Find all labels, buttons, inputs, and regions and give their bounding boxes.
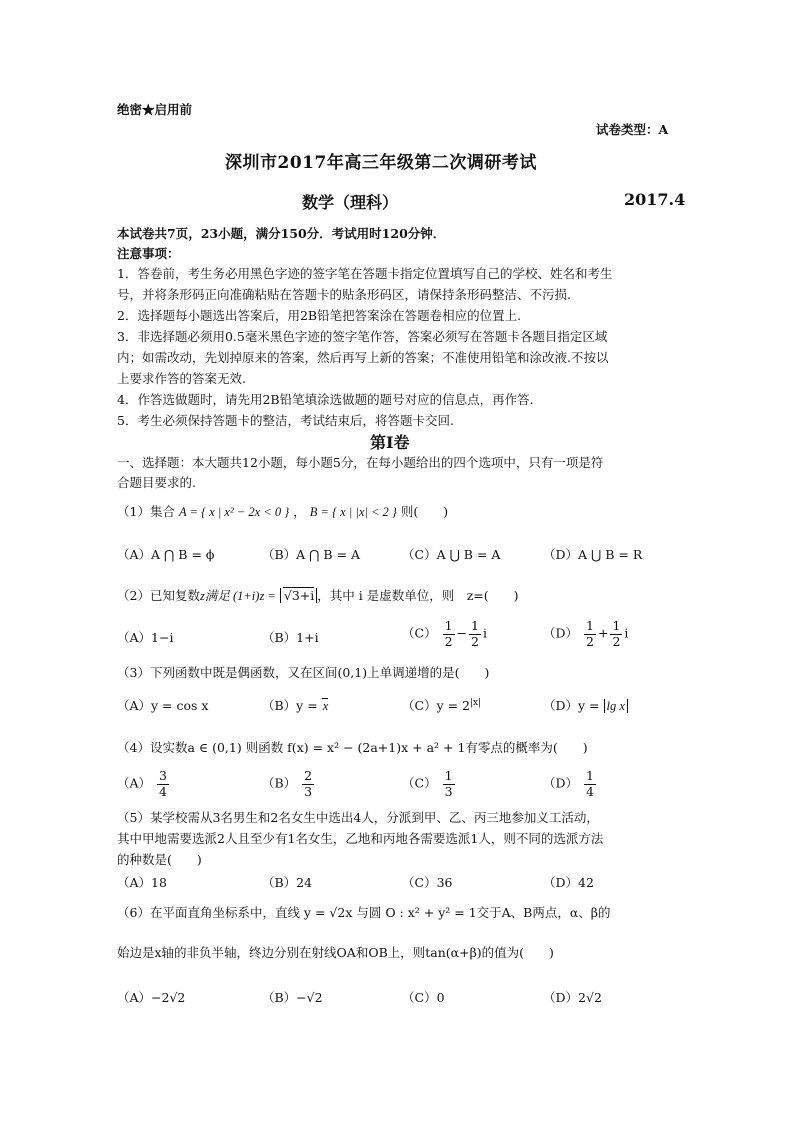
paper-type-label: 试卷类型：A bbox=[596, 122, 669, 137]
note-line: 内；如需改动，先划掉原来的答案，然后再写上新的答案；不准使用铅笔和涂改液.不按以 bbox=[117, 350, 609, 365]
option-c bbox=[402, 770, 457, 798]
exam-title: 深圳市2017年高三年级第二次调研考试 bbox=[225, 153, 537, 173]
question-1 bbox=[117, 502, 448, 520]
denominator: 3 bbox=[444, 783, 453, 799]
denominator: 2 bbox=[586, 633, 594, 649]
math-set-a: A = { x | x² − 2x < 0 } bbox=[178, 505, 290, 519]
denominator: 3 bbox=[304, 783, 313, 799]
option-b: （B）24 bbox=[262, 875, 313, 890]
fraction bbox=[157, 770, 169, 798]
numerator: 1 bbox=[586, 618, 594, 633]
option-a: （A）18 bbox=[117, 875, 167, 890]
section-intro-line: 一、选择题：本大题共12小题，每小题5分，在每小题给出的四个选项中，只有一项是符 bbox=[117, 455, 604, 470]
option-d: （D）42 bbox=[543, 875, 594, 890]
option-b: （B）−√2 bbox=[262, 990, 323, 1005]
option-d: （D）2√2 bbox=[543, 990, 602, 1005]
fraction bbox=[443, 620, 455, 648]
option-d: （D）A ⋃ B = R bbox=[543, 547, 643, 562]
sqrt-expr: x bbox=[322, 699, 329, 713]
math-expr: z满足 (1+i)z = bbox=[199, 589, 276, 603]
question-6-line: 始边是x轴的非负半轴，终边分别在射线OA和OB上，则tan(α+β)的值为( ) bbox=[117, 945, 554, 960]
option-c bbox=[402, 620, 487, 648]
option-c: （C）0 bbox=[402, 990, 445, 1005]
question-3: （3）下列函数中既是偶函数，又在区间(0,1)上单调递增的是( ) bbox=[117, 665, 490, 680]
numerator: 1 bbox=[444, 768, 453, 783]
question-text: （2）已知复数 bbox=[117, 588, 200, 603]
fraction bbox=[584, 770, 596, 798]
option-label: （B）y = bbox=[262, 698, 318, 713]
denominator: 4 bbox=[586, 783, 594, 799]
denominator: 2 bbox=[612, 633, 621, 649]
note-line: 1．答卷前，考生务必用黑色字迹的签字笔在答题卡指定位置填写自己的学校、姓名和考生 bbox=[117, 266, 613, 281]
separator: ， bbox=[293, 504, 306, 519]
option-label: （D） bbox=[543, 775, 579, 791]
option-b bbox=[262, 696, 328, 714]
section-intro-line: 合题目要求的. bbox=[117, 475, 196, 490]
numerator: 1 bbox=[586, 768, 594, 783]
denominator: 4 bbox=[159, 783, 167, 799]
operator: + bbox=[597, 625, 609, 641]
option-label: （C）y = 2 bbox=[402, 698, 470, 713]
option-a bbox=[117, 770, 171, 798]
question-5-line: 其中甲地需要选派2人且至少有1名女生，乙地和丙地各需要选派1人，则不同的选派方法 bbox=[117, 831, 604, 846]
denominator: 2 bbox=[471, 633, 479, 649]
fraction bbox=[302, 770, 314, 798]
imag-unit: i bbox=[482, 625, 487, 641]
fraction bbox=[584, 620, 596, 648]
confidential-label: 绝密★启用前 bbox=[117, 102, 193, 117]
option-d bbox=[543, 770, 598, 798]
question-6-line: （6）在平面直角坐标系中，直线 y = √2x 与圆 O : x² + y² = 1交于A、B两点，α、β的 bbox=[117, 905, 611, 920]
question-4: （4）设实数a ∈ (0,1) 则函数 f(x) = x² − (2a+1)x + a² + 1有零点的概率为( ) bbox=[117, 740, 588, 755]
numerator: 1 bbox=[471, 618, 479, 633]
fraction bbox=[443, 770, 455, 798]
question-5-line: 的种数是( ) bbox=[117, 852, 202, 867]
exam-intro: 本试卷共7页，23小题，满分150分．考试用时120分钟． bbox=[117, 226, 446, 241]
option-label: （C） bbox=[402, 625, 437, 641]
abs-value bbox=[280, 588, 317, 603]
numerator: 1 bbox=[612, 618, 621, 633]
note-line: 2．选择题每小题选出答案后，用2B铅笔把答案涂在答题卷相应的位置上. bbox=[117, 308, 522, 323]
option-d bbox=[543, 696, 628, 714]
abs-value: lg x bbox=[604, 699, 628, 713]
option-b: （B）A ⋂ B = A bbox=[262, 547, 361, 562]
question-2 bbox=[117, 586, 519, 604]
fraction bbox=[610, 620, 622, 648]
note-line: 3．非选择题必须用0.5毫米黑色字迹的签字笔作答，答案必须写在答题卡各题目指定区域 bbox=[117, 329, 608, 344]
option-c: （C）A ⋃ B = A bbox=[402, 547, 501, 562]
note-line: 5．考生必须保持答题卡的整洁，考试结束后，将答题卡交回. bbox=[117, 413, 454, 428]
option-label: （C） bbox=[402, 775, 437, 791]
option-label: （D） bbox=[543, 625, 579, 641]
option-label: （A） bbox=[117, 775, 152, 791]
note-line: 号，并将条形码正向准确粘贴在答题卡的贴条形码区，请保持条形码整洁、不污损. bbox=[117, 287, 571, 302]
operator: − bbox=[456, 625, 467, 641]
numerator: 3 bbox=[159, 768, 167, 783]
fraction bbox=[469, 620, 481, 648]
question-tail: 则( ) bbox=[400, 504, 449, 519]
exponent: |x| bbox=[470, 697, 482, 708]
option-label: （B） bbox=[262, 775, 297, 791]
exam-date: 2017.4 bbox=[624, 190, 686, 209]
option-a: （A）y = cos x bbox=[117, 698, 209, 713]
note-line: 上要求作答的答案无效. bbox=[117, 371, 246, 386]
option-d bbox=[543, 620, 628, 648]
question-tail: ，其中 i 是虚数单位，则 z=( ) bbox=[317, 588, 519, 603]
option-c bbox=[402, 696, 481, 714]
option-label: （D）y = bbox=[543, 698, 600, 713]
sqrt-expr: √3+i bbox=[283, 588, 315, 603]
option-c: （C）36 bbox=[402, 875, 453, 890]
subject-title: 数学（理科） bbox=[302, 193, 399, 212]
section-title: 第Ⅰ卷 bbox=[370, 433, 410, 452]
option-a: （A）−2√2 bbox=[117, 990, 186, 1005]
numerator: 2 bbox=[304, 768, 313, 783]
option-b bbox=[262, 770, 316, 798]
notes-heading: 注意事项： bbox=[117, 246, 180, 261]
question-5-line: （5）某学校需从3名男生和2名女生中选出4人，分派到甲、乙、丙三地参加义工活动， bbox=[117, 810, 599, 825]
option-a: （A）A ⋂ B = ϕ bbox=[117, 547, 215, 562]
option-b: （B）1+i bbox=[262, 630, 319, 645]
note-line: 4．作答选做题时，请先用2B铅笔填涂选做题的题号对应的信息点，再作答. bbox=[117, 392, 534, 407]
math-set-b: B = { x | |x| < 2 } bbox=[309, 505, 397, 519]
imag-unit: i bbox=[624, 625, 629, 641]
question-text: （1）集合 bbox=[117, 504, 175, 519]
numerator: 1 bbox=[444, 618, 453, 633]
option-a: （A）1−i bbox=[117, 630, 174, 645]
denominator: 2 bbox=[444, 633, 453, 649]
